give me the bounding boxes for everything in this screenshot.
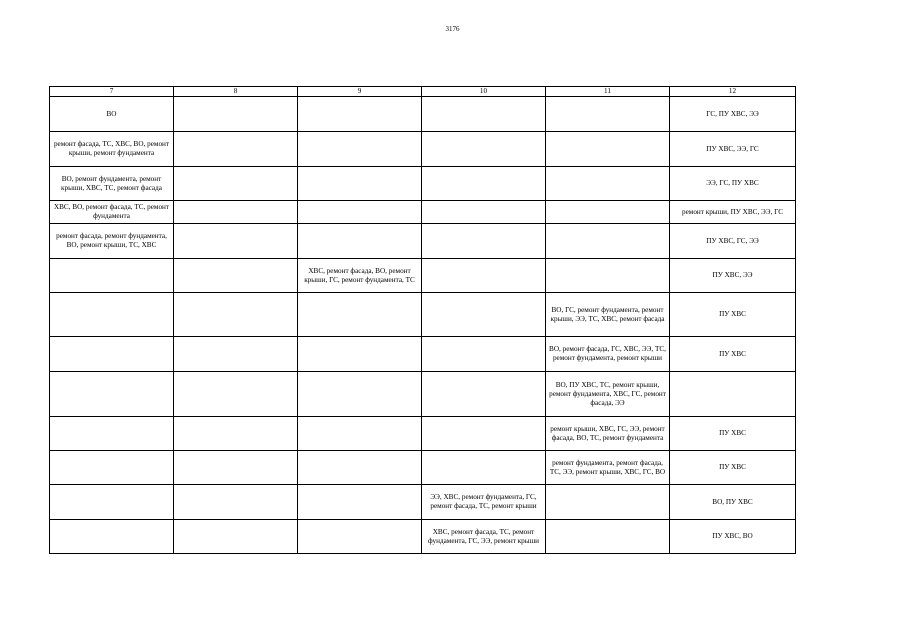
table-cell: ВО, ГС, ремонт фундамента, ремонт крыши, ЭЭ, ТС, ХВС, ремонт фасада: [546, 293, 670, 337]
table-cell: ремонт фундамента, ремонт фасада, ТС, ЭЭ, ремонт крыши, ХВС, ГС, ВО: [546, 451, 670, 485]
table-cell: ХВС, ремонт фасада, ВО, ремонт крыши, ГС, ремонт фундамента, ТС: [298, 259, 422, 293]
table-cell: ремонт фасада, ремонт фундамента, ВО, ремонт крыши, ТС, ХВС: [50, 224, 174, 259]
table-cell: [298, 451, 422, 485]
table-cell: ЭЭ, ХВС, ремонт фундамента, ГС, ремонт фасада, ТС, ремонт крыши: [422, 485, 546, 520]
table-cell: [298, 132, 422, 167]
table-cell: [50, 417, 174, 451]
table-cell: [298, 293, 422, 337]
column-header-12: 12: [670, 87, 796, 97]
table-row: [50, 293, 796, 337]
table-cell: [50, 337, 174, 372]
table-cell: ХВС, ВО, ремонт фасада, ТС, ремонт фундамента: [50, 201, 174, 224]
table-cell: [546, 224, 670, 259]
table-header: [50, 87, 796, 97]
table-cell: [422, 372, 546, 417]
table-cell: [298, 417, 422, 451]
table-row: [50, 485, 796, 520]
table-cell: [422, 167, 546, 201]
table-cell: ПУ ХВС, ЭЭ: [670, 259, 796, 293]
table-cell: [50, 485, 174, 520]
table-row: [50, 372, 796, 417]
table-cell: [174, 201, 298, 224]
page-number: 3176: [445, 25, 460, 33]
table-body: [50, 97, 796, 554]
table-row: [50, 417, 796, 451]
table-cell: ПУ ХВС: [670, 293, 796, 337]
table-cell: [298, 167, 422, 201]
table-cell: ВО, ПУ ХВС, ТС, ремонт крыши, ремонт фундамента, ХВС, ГС, ремонт фасада, ЭЭ: [546, 372, 670, 417]
table-cell: ВО, ПУ ХВС: [670, 485, 796, 520]
table-cell: ремонт крыши, ПУ ХВС, ЭЭ, ГС: [670, 201, 796, 224]
table-cell: [50, 372, 174, 417]
table-cell: [422, 337, 546, 372]
data-table: [49, 86, 796, 554]
table-cell: [174, 132, 298, 167]
table-cell: [422, 201, 546, 224]
table-cell: ремонт фасада, ТС, ХВС, ВО, ремонт крыши, ремонт фундамента: [50, 132, 174, 167]
table-row: [50, 451, 796, 485]
table-cell: ХВС, ремонт фасада, ТС, ремонт фундамента, ГС, ЭЭ, ремонт крыши: [422, 520, 546, 554]
table-cell: [174, 337, 298, 372]
table-cell: [546, 132, 670, 167]
table-row: [50, 337, 796, 372]
column-header-11: 11: [546, 87, 670, 97]
table-cell: [174, 520, 298, 554]
table-cell: ПУ ХВС, ЭЭ, ГС: [670, 132, 796, 167]
column-header-8: 8: [174, 87, 298, 97]
table-cell: ПУ ХВС: [670, 337, 796, 372]
table-row: [50, 224, 796, 259]
table-cell: [50, 293, 174, 337]
table-cell: [298, 372, 422, 417]
table-cell: [546, 201, 670, 224]
table-cell: ПУ ХВС, ВО: [670, 520, 796, 554]
table-cell: ГС, ПУ ХВС, ЭЭ: [670, 97, 796, 132]
header-row: [50, 87, 796, 97]
table-row: [50, 201, 796, 224]
table-cell: [546, 520, 670, 554]
column-header-9: 9: [298, 87, 422, 97]
table-cell: [174, 485, 298, 520]
table-cell: ПУ ХВС: [670, 417, 796, 451]
table-cell: [50, 259, 174, 293]
table-cell: [298, 485, 422, 520]
table-row: [50, 132, 796, 167]
table-cell: [670, 372, 796, 417]
table-cell: [422, 259, 546, 293]
table-cell: [422, 97, 546, 132]
table-cell: [174, 451, 298, 485]
table-cell: [298, 97, 422, 132]
table-cell: [298, 520, 422, 554]
table-row: [50, 520, 796, 554]
table-cell: [50, 451, 174, 485]
table-cell: ВО, ремонт фундамента, ремонт крыши, ХВС, ТС, ремонт фасада: [50, 167, 174, 201]
table-cell: [50, 520, 174, 554]
table-cell: [174, 97, 298, 132]
table-cell: [174, 293, 298, 337]
table-cell: [174, 259, 298, 293]
table-cell: [298, 337, 422, 372]
table-cell: [546, 97, 670, 132]
table-cell: ВО, ремонт фасада, ГС, ХВС, ЭЭ, ТС, ремонт фундамента, ремонт крыши: [546, 337, 670, 372]
table-cell: [422, 451, 546, 485]
table-cell: [422, 132, 546, 167]
table-cell: ремонт крыши, ХВС, ГС, ЭЭ, ремонт фасада, ВО, ТС, ремонт фундамента: [546, 417, 670, 451]
table-cell: [422, 417, 546, 451]
table-cell: [422, 293, 546, 337]
table-cell: ПУ ХВС: [670, 451, 796, 485]
table-cell: [298, 224, 422, 259]
column-header-10: 10: [422, 87, 546, 97]
table-cell: [546, 167, 670, 201]
table-cell: ВО: [50, 97, 174, 132]
column-header-7: 7: [50, 87, 174, 97]
table-row: [50, 97, 796, 132]
table-row: [50, 167, 796, 201]
table-cell: [174, 372, 298, 417]
table-cell: [546, 485, 670, 520]
table-cell: [546, 259, 670, 293]
table-cell: [174, 224, 298, 259]
table-cell: [422, 224, 546, 259]
table-row: [50, 259, 796, 293]
table-cell: ПУ ХВС, ГС, ЭЭ: [670, 224, 796, 259]
table-cell: [298, 201, 422, 224]
table-cell: [174, 417, 298, 451]
table-cell: [174, 167, 298, 201]
table-cell: ЭЭ, ГС, ПУ ХВС: [670, 167, 796, 201]
